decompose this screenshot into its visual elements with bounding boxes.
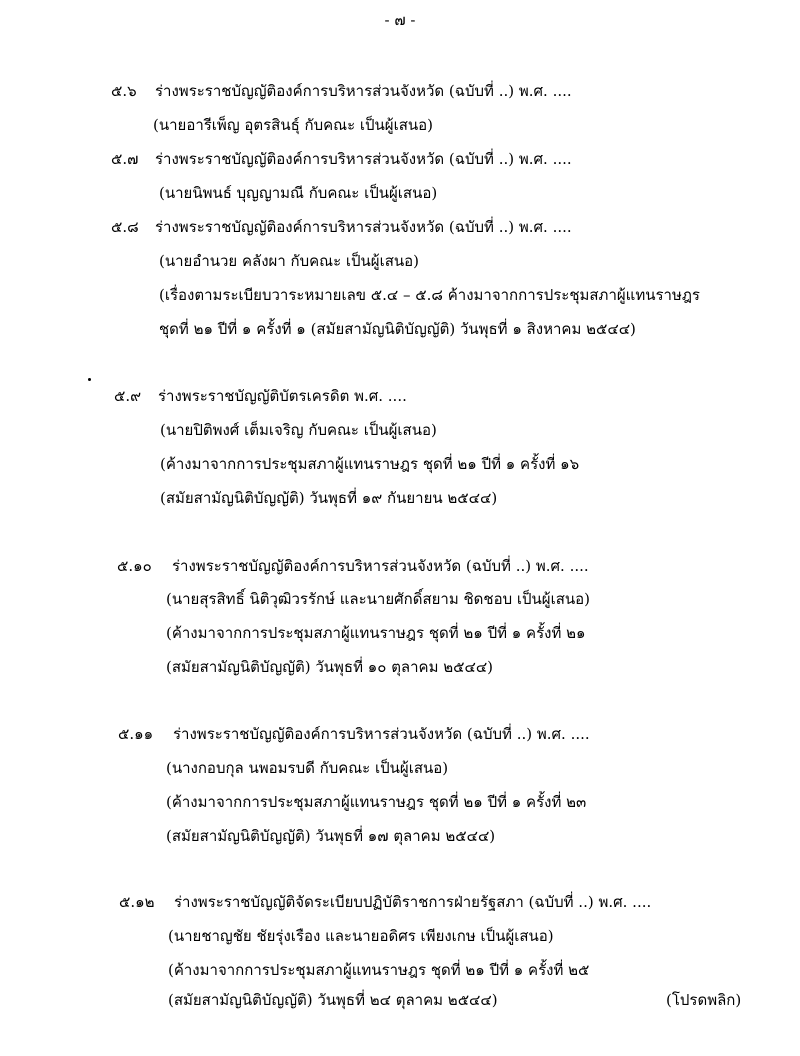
item-proposer: (นายชาญชัย ชัยรุ่งเรือง และนายอดิศร เพียงเกษ เป็นผู้เสนอ) xyxy=(168,927,554,945)
item-heading xyxy=(119,888,651,916)
item-number: ๕.๑๑ xyxy=(118,725,154,743)
item-note: (สมัยสามัญนิติบัญญัติ) วันพุธที่ ๑๗ ตุลาคม ๒๕๔๔) xyxy=(166,827,496,845)
item-heading xyxy=(111,213,572,241)
stray-mark xyxy=(88,378,91,381)
item-proposer: (นายสุรสิทธิ์ นิติวุฒิวรรักษ์ และนายศักดิ์สยาม ชิดชอบ เป็นผู้เสนอ) xyxy=(166,590,590,608)
please-turn-over-note: (โปรดพลิก) xyxy=(666,991,742,1009)
item-heading xyxy=(114,382,407,410)
item-note: (ค้างมาจากการประชุมสภาผู้แทนราษฎร ชุดที่ ๒๑ ปีที่ ๑ ครั้งที่ ๑๖ xyxy=(160,455,580,473)
item-title: ร่างพระราชบัญญัติองค์การบริหารส่วนจังหวัด (ฉบับที่ ..) พ.ศ. .... xyxy=(155,82,572,100)
item-number: ๕.๘ xyxy=(111,218,139,236)
item-title: ร่างพระราชบัญญัติองค์การบริหารส่วนจังหวัด (ฉบับที่ ..) พ.ศ. .... xyxy=(172,557,589,575)
item-proposer: (นางกอบกุล นพอมรบดี กับคณะ เป็นผู้เสนอ) xyxy=(166,759,449,777)
item-proposer: (นายปิติพงศ์ เต็มเจริญ กับคณะ เป็นผู้เสนอ) xyxy=(160,421,437,439)
item-note: (สมัยสามัญนิติบัญญัติ) วันพุธที่ ๑๙ กันยายน ๒๕๔๔) xyxy=(160,489,498,507)
item-note: (ค้างมาจากการประชุมสภาผู้แทนราษฎร ชุดที่ ๒๑ ปีที่ ๑ ครั้งที่ ๒๓ xyxy=(166,793,587,811)
item-title: ร่างพระราชบัญญัติองค์การบริหารส่วนจังหวัด (ฉบับที่ ..) พ.ศ. .... xyxy=(155,218,572,236)
item-title: ร่างพระราชบัญญัติบัตรเครดิต พ.ศ. .... xyxy=(158,387,407,405)
item-proposer: (นายนิพนธ์ บุญญามณี กับคณะ เป็นผู้เสนอ) xyxy=(159,184,438,202)
item-number: ๕.๙ xyxy=(114,387,142,405)
item-title: ร่างพระราชบัญญัติจัดระเบียบปฏิบัติราชการฝ่ายรัฐสภา (ฉบับที่ ..) พ.ศ. .... xyxy=(174,893,652,911)
item-proposer: (นายอำนวย คลังผา กับคณะ เป็นผู้เสนอ) xyxy=(159,252,419,270)
item-heading xyxy=(111,145,572,173)
item-note: (เรื่องตามระเบียบวาระหมายเลข ๕.๔ – ๕.๘ ค้างมาจากการประชุมสภาผู้แทนราษฎร xyxy=(159,286,700,304)
item-heading xyxy=(117,552,589,580)
item-title: ร่างพระราชบัญญัติองค์การบริหารส่วนจังหวัด (ฉบับที่ ..) พ.ศ. .... xyxy=(173,725,590,743)
item-heading xyxy=(118,720,590,748)
page-number: - ๗ - xyxy=(384,11,416,29)
item-title: ร่างพระราชบัญญัติองค์การบริหารส่วนจังหวัด (ฉบับที่ ..) พ.ศ. .... xyxy=(155,150,572,168)
item-note: ชุดที่ ๒๑ ปีที่ ๑ ครั้งที่ ๑ (สมัยสามัญนิติบัญญัติ) วันพุธที่ ๑ สิงหาคม ๒๕๔๔) xyxy=(159,320,636,338)
item-number: ๕.๗ xyxy=(111,150,139,168)
item-note: (สมัยสามัญนิติบัญญัติ) วันพุธที่ ๒๔ ตุลาคม ๒๕๔๔) xyxy=(168,991,498,1009)
item-note: (ค้างมาจากการประชุมสภาผู้แทนราษฎร ชุดที่ ๒๑ ปีที่ ๑ ครั้งที่ ๒๑ xyxy=(166,624,586,642)
item-number: ๕.๑๒ xyxy=(119,893,155,911)
item-number: ๕.๑๐ xyxy=(117,557,152,575)
item-heading xyxy=(111,77,572,105)
item-note: (ค้างมาจากการประชุมสภาผู้แทนราษฎร ชุดที่ ๒๑ ปีที่ ๑ ครั้งที่ ๒๕ xyxy=(168,961,590,979)
item-proposer: (นายอารีเพ็ญ อุตรสินธุ์ กับคณะ เป็นผู้เสนอ) xyxy=(153,116,433,134)
item-number: ๕.๖ xyxy=(111,82,137,100)
item-note: (สมัยสามัญนิติบัญญัติ) วันพุธที่ ๑๐ ตุลาคม ๒๕๔๔) xyxy=(166,658,494,676)
